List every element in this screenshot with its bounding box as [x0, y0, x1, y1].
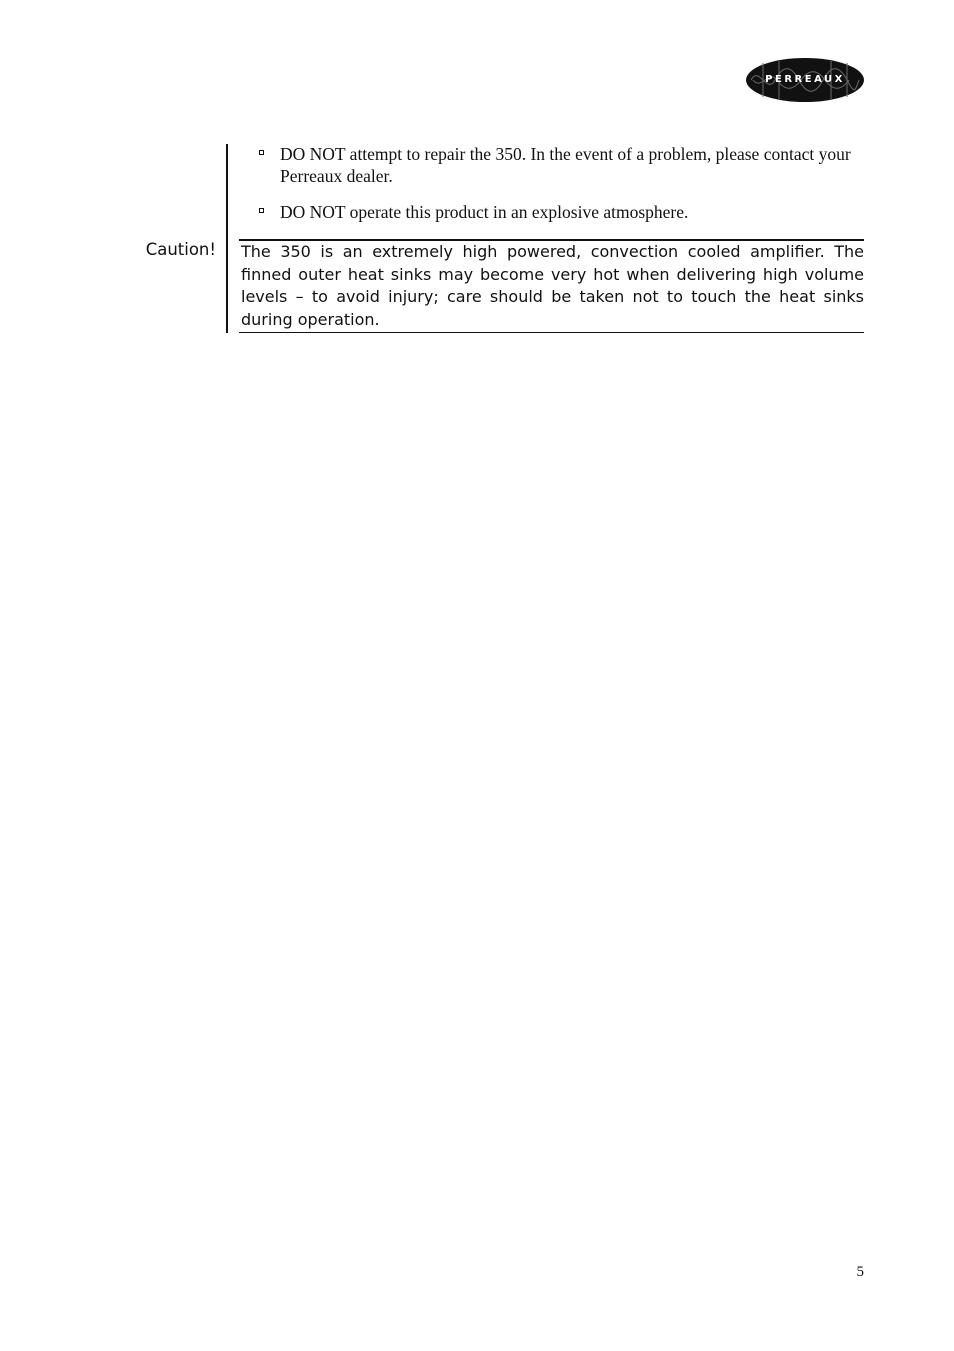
caution-text: The 350 is an extremely high powered, convection cooled amplifier. The finned outer heat sinks may become very hot when delivering high volume levels – to avoid injury; care should be taken not to touch the heat sinks during operation.: [241, 242, 864, 329]
bullet-item: [256, 201, 856, 223]
safety-bullet-list: [256, 143, 856, 237]
page-number: 5: [856, 1264, 864, 1280]
margin-rule: [226, 144, 228, 333]
bullet-item: [256, 143, 856, 187]
bullet-text: DO NOT attempt to repair the 350. In the event of a problem, please contact your Perreaux dealer.: [280, 144, 851, 186]
perreaux-logo: [745, 57, 865, 103]
caution-box: [239, 239, 864, 333]
square-bullet-icon: [259, 150, 264, 155]
bullet-text: DO NOT operate this product in an explosive atmosphere.: [280, 202, 689, 222]
caution-label: Caution!: [145, 240, 216, 259]
square-bullet-icon: [259, 208, 264, 213]
logo-wordmark: PERREAUX: [765, 74, 845, 85]
